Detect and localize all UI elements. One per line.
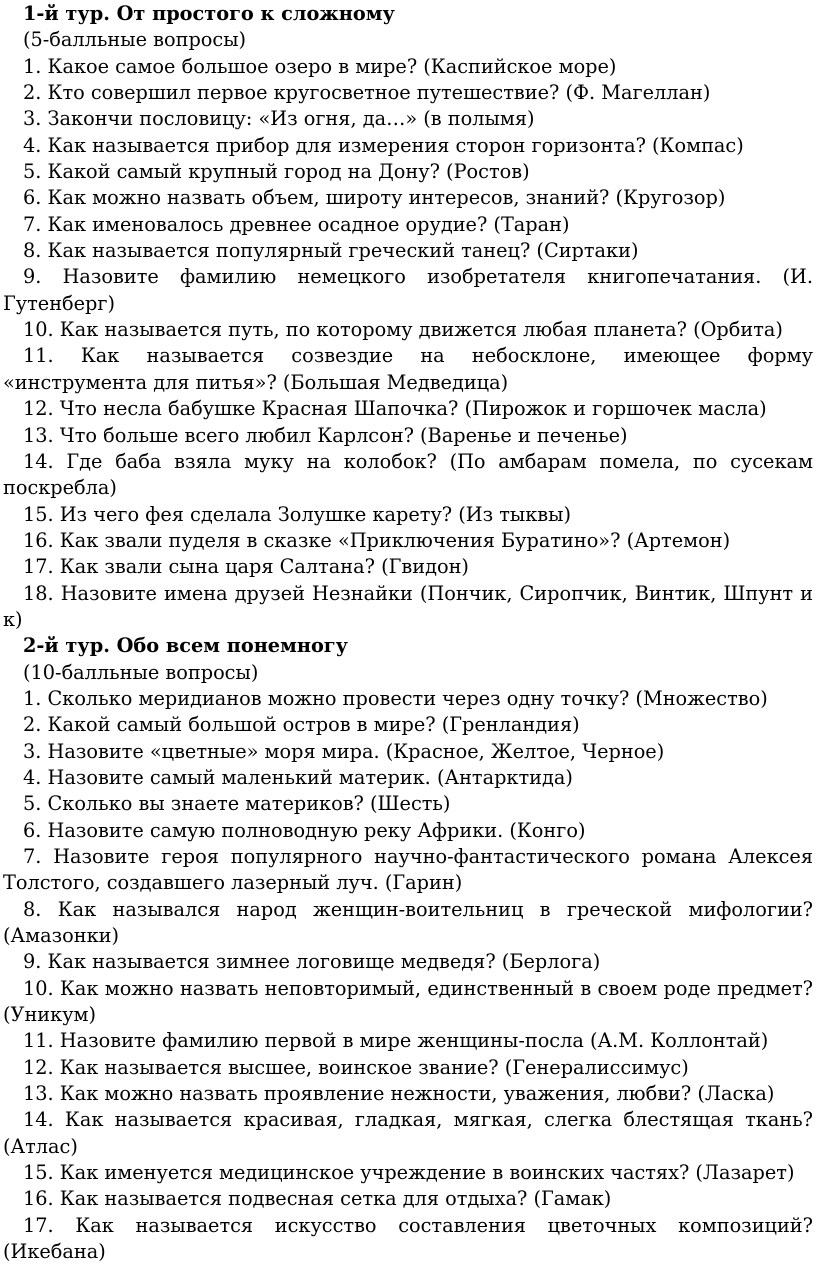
question-item: 7. Назовите героя популярного научно-фантастического романа Алексея Толстого, создавшего лазерный луч. (Гарин) bbox=[3, 845, 813, 895]
question-item: 8. Как назывался народ женщин-воительниц в греческой мифологии? (Амазонки) bbox=[3, 897, 813, 948]
question-item: 9. Как называется зимнее логовище медведя? (Берлога) bbox=[23, 950, 601, 974]
question-item: 1. Какое самое большое озеро в мире? (Каспийское море) bbox=[23, 54, 617, 78]
question-item: 16. Как звали пуделя в сказке «Приключения Буратино»? (Артемон) bbox=[23, 528, 731, 552]
question-item: 1. Сколько меридианов можно провести через одну точку? (Множество) bbox=[23, 686, 768, 710]
question-item: 2. Какой самый большой остров в мире? (Гренландия) bbox=[23, 713, 580, 737]
question-item: 6. Назовите самую полноводную реку Африки. (Конго) bbox=[23, 818, 586, 842]
question-item: 2. Кто совершил первое кругосветное путешествие? (Ф. Магеллан) bbox=[23, 81, 711, 105]
question-item: 14. Как называется красивая, гладкая, мягкая, слегка блестящая ткань? (Атлас) bbox=[3, 1108, 813, 1158]
question-item: 4. Как называется прибор для измерения сторон горизонта? (Компас) bbox=[23, 133, 744, 157]
question-item: 12. Что несла бабушке Красная Шапочка? (Пирожок и горшочек масла) bbox=[23, 397, 767, 421]
question-item: 15. Из чего фея сделала Золушке карету? (Из тыквы) bbox=[23, 502, 572, 526]
round-1-title: 1-й тур. От простого к сложному bbox=[23, 2, 395, 25]
question-item: 3. Закончи пословицу: «Из огня, да…» (в полымя) bbox=[23, 107, 535, 131]
question-item: 5. Какой самый крупный город на Дону? (Ростов) bbox=[23, 160, 530, 184]
round-1-subtitle: (5-балльные вопросы) bbox=[23, 28, 247, 52]
question-item: 3. Назовите «цветные» моря мира. (Красное, Желтое, Черное) bbox=[23, 739, 665, 763]
question-item: 10. Как называется путь, по которому движется любая планета? (Орбита) bbox=[23, 318, 783, 342]
question-item: 16. Как называется подвесная сетка для отдыха? (Гамак) bbox=[23, 1187, 612, 1211]
question-item: 6. Как можно назвать объем, широту интересов, знаний? (Кругозор) bbox=[23, 186, 726, 210]
question-item: 9. Назовите фамилию немецкого изобретателя книгопечатания. (И. Гутенберг) bbox=[3, 265, 813, 315]
question-item: 7. Как именовалось древнее осадное орудие? (Таран) bbox=[23, 212, 570, 236]
question-item: 12. Как называется высшее, воинское звание? (Генералиссимус) bbox=[23, 1055, 689, 1079]
question-item: 5. Сколько вы знаете материков? (Шесть) bbox=[23, 792, 451, 816]
question-item: 11. Назовите фамилию первой в мире женщины-посла (А.М. Коллонтай) bbox=[23, 1029, 769, 1053]
question-item: 18. Назовите имена друзей Незнайки (Пончик, Сиропчик, Винтик, Шпунт и к) bbox=[3, 581, 813, 631]
question-item: 11. Как называется созвездие на небосклоне, имеющее форму «инструмента для питья»? (Большая Медведица) bbox=[3, 344, 813, 394]
quiz-document bbox=[3, 1, 813, 1266]
question-item: 8. Как называется популярный греческий танец? (Сиртаки) bbox=[23, 239, 639, 263]
question-item: 17. Как звали сына царя Салтана? (Гвидон) bbox=[23, 555, 469, 579]
question-item: 13. Как можно назвать проявление нежности, уважения, любви? (Ласка) bbox=[23, 1082, 775, 1106]
question-item: 17. Как называется искусство составления цветочных композиций? (Икебана) bbox=[3, 1213, 813, 1264]
question-item: 13. Что больше всего любил Карлсон? (Варенье и печенье) bbox=[23, 423, 628, 447]
question-item: 14. Где баба взяла муку на колобок? (По амбарам помела, по сусекам поскребла) bbox=[3, 449, 813, 500]
question-item: 10. Как можно назвать неповторимый, единственный в своем роде предмет? (Уникум) bbox=[3, 976, 813, 1027]
round-2-title: 2-й тур. Обо всем понемногу bbox=[23, 634, 348, 658]
question-item: 15. Как именуется медицинское учреждение в воинских частях? (Лазарет) bbox=[23, 1161, 795, 1185]
round-2-subtitle: (10-балльные вопросы) bbox=[23, 660, 259, 684]
question-item: 4. Назовите самый маленький материк. (Антарктида) bbox=[23, 765, 573, 789]
